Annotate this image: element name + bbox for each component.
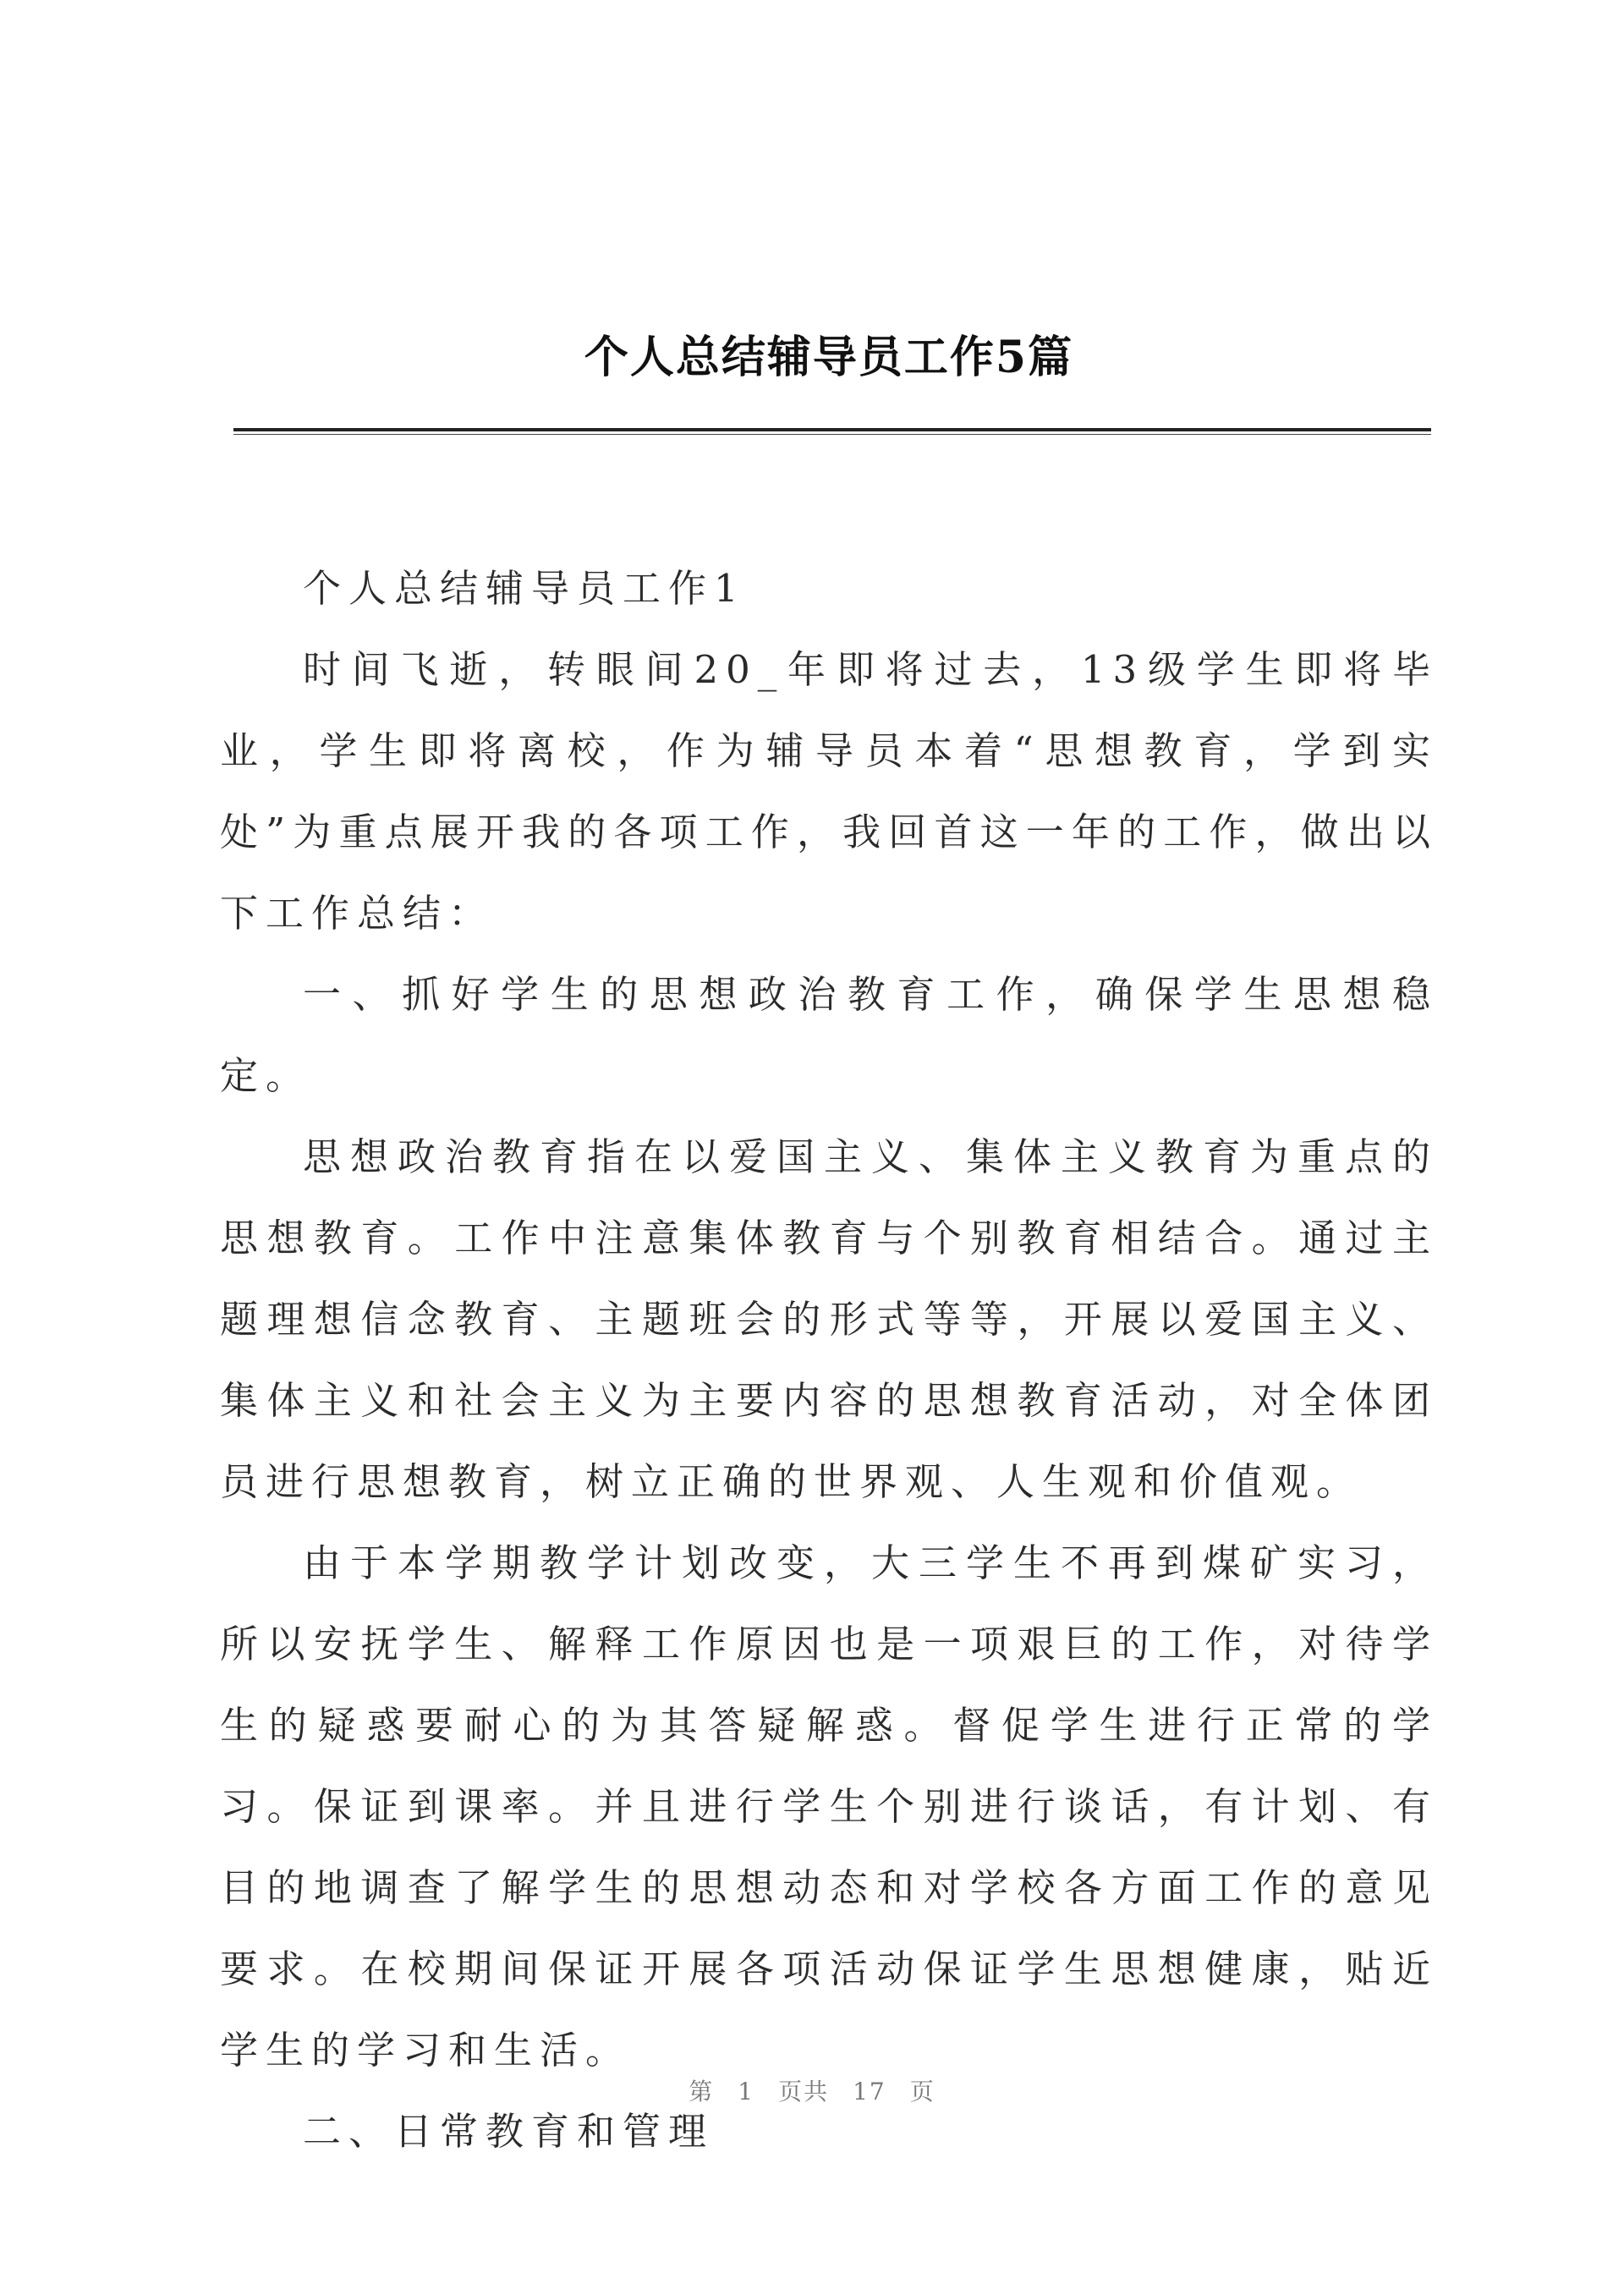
paragraph: 时间飞逝，转眼间20_年即将过去，13级学生即将毕业，学生即将离校，作为辅导员本着“思想教育，学到实处”为重点展开我的各项工作，我回首这一年的工作，做出以下工作总结：: [220, 647, 1438, 936]
footer-label-total: 页共: [778, 2078, 830, 2106]
footer-label-page: 第: [689, 2078, 715, 2106]
paragraph: 一、抓好学生的思想政治教育工作，确保学生思想稳定。: [220, 972, 1438, 1098]
footer-label-end: 页: [909, 2078, 935, 2106]
title-divider-thin: [233, 434, 1431, 435]
document-body: [220, 548, 1438, 2172]
document-title: 个人总结辅导员工作5篇: [584, 332, 1074, 383]
page-footer: [0, 2075, 1624, 2109]
title-divider-thick: [233, 428, 1431, 431]
paragraph: 由于本学期教学计划改变，大三学生不再到煤矿实习，所以安抚学生、解释工作原因也是一项艰巨的工作，对待学生的疑惑要耐心的为其答疑解惑。督促学生进行正常的学习。保证到课率。并且进行学生个别进行谈话，有计划、有目的地调查了解学生的思想动态和对学校各方面工作的意见要求。在校期间保证开展各项活动保证学生思想健康，贴近学生的学习和生活。: [220, 1540, 1438, 2073]
paragraph: 二、日常教育和管理: [303, 2109, 715, 2154]
footer-current-page: 1: [738, 2078, 755, 2106]
paragraph: 思想政治教育指在以爱国主义、集体主义教育为重点的思想教育。工作中注意集体教育与个别教育相结合。通过主题理想信念教育、主题班会的形式等等，开展以爱国主义、集体主义和社会主义为主要内容的思想教育活动，对全体团员进行思想教育，树立正确的世界观、人生观和价值观。: [220, 1134, 1438, 1504]
footer-total-pages: 17: [853, 2078, 886, 2106]
section-heading: 个人总结辅导员工作1: [303, 566, 746, 611]
